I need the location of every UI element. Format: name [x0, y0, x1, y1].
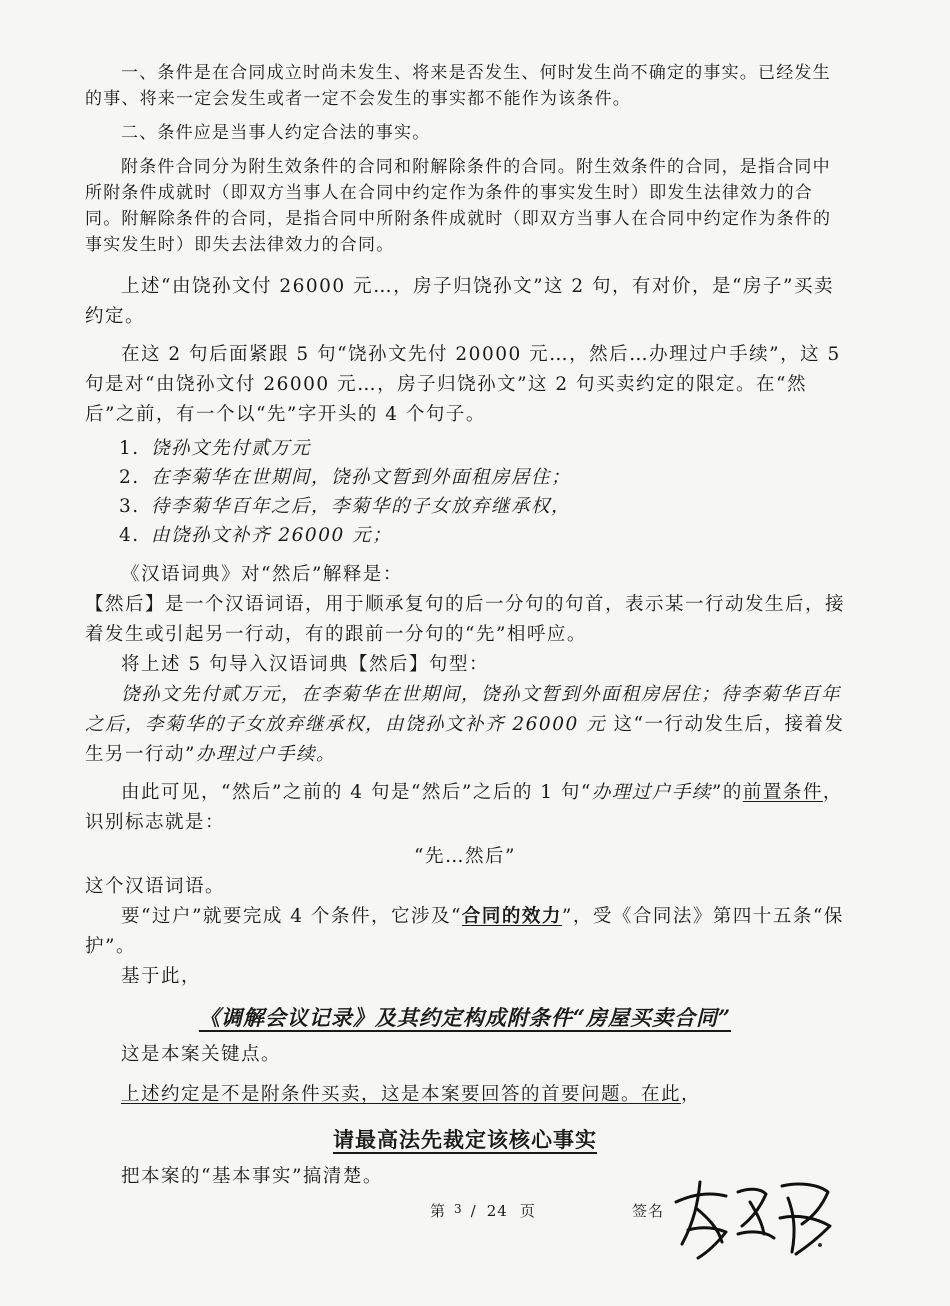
transfer-text-end: ”，受《合同法》第四十五条“保护”。 [85, 906, 844, 957]
list-item [119, 521, 845, 550]
conclusion-paragraph [85, 778, 845, 838]
question-underlined: 上述约定是不是附条件买卖，这是本案要回答的首要问题。在此 [121, 1084, 682, 1105]
document-body [85, 60, 845, 1192]
paragraph-condition-2: 二、条件应是当事人约定合法的事实。 [121, 123, 431, 143]
list-item-text: 在李菊华在世期间，饶孙文暂到外面租房居住； [151, 467, 572, 488]
heading-mediation-record: 《调解会议记录》及其约定构成附条件“房屋买卖合同” [198, 1005, 732, 1030]
question-line [85, 1080, 845, 1110]
total-pages: 24 [486, 1202, 508, 1220]
paragraph-condition-1: 一、条件是在合同成立时尚未发生、将来是否发生、何时发生尚不确定的事实。已经发生的事、将来一定会发生或者一定不会发生的事实都不能作为该条件。 [85, 63, 831, 109]
question-end: ， [681, 1084, 702, 1105]
contract-effect-bold: 合同的效力 [461, 906, 562, 927]
list-item [119, 463, 845, 492]
page-slash: / [470, 1202, 477, 1220]
ink-dot [818, 1243, 822, 1247]
heading-supreme-court: 请最高法先裁定该核心事实 [333, 1127, 597, 1152]
paragraph-five-sentences: 在这 2 句后面紧跟 5 句“饶孙文先付 20000 元…，然后…办理过户手续”，这 5 句是对“由饶孙文付 26000 元…，房子归饶孙文”这 2 句买卖约定的限定。在“然后”之前，有一个以“先”字开头的 4 个句子。 [85, 344, 841, 425]
sentence-italic-end: 办理过户手续。 [195, 744, 336, 765]
transfer-text: 要“过户”就要完成 4 个条件，它涉及“ [121, 906, 462, 927]
dictionary-definition: 【然后】是一个汉语词语，用于顺承复句的后一分句的句首，表示某一行动发生后，接着发生或引起另一行动，有的跟前一分句的“先”相呼应。 [85, 594, 846, 645]
conclusion-text-end: ”的 [711, 782, 743, 803]
handwritten-signature [668, 1172, 838, 1262]
paragraph-sale-agreement: 上述“由饶孙文付 26000 元…，房子归饶孙文”这 2 句，有对价，是“房子”买卖约定。 [85, 276, 834, 327]
list-item-text: 由饶孙文补齐 26000 元； [151, 525, 393, 546]
based-line: 基于此， [121, 966, 202, 987]
transfer-paragraph [85, 902, 845, 962]
after-center-line: 这个汉语词语。 [85, 876, 226, 897]
final-line: 把本案的“基本事实”搞清楚。 [121, 1166, 383, 1187]
dictionary-import-line: 将上述 5 句导入汉语词典【然后】句型： [121, 654, 490, 675]
dictionary-sentence [85, 680, 845, 770]
page-suffix: 页 [519, 1202, 536, 1220]
conclusion-italic: 办理过户手续 [591, 782, 712, 803]
list-item [119, 434, 845, 463]
list-item-number: 1. [119, 438, 140, 459]
conclusion-text-2: ，识别标志就是： [85, 782, 843, 833]
list-item [119, 492, 845, 521]
dictionary-intro: 《汉语词典》对“然后”解释是： [121, 564, 403, 585]
signature-label: 签名 [632, 1202, 665, 1220]
list-item-text: 待李菊华百年之后，李菊华的子女放弃继承权， [151, 496, 572, 517]
page-prefix: 第 [430, 1202, 447, 1220]
list-item-number: 2. [119, 467, 140, 488]
sentence-italic-part: 饶孙文先付贰万元，在李菊华在世期间，饶孙文暂到外面租房居住；待李菊华百年之后，李菊华的子女放弃继承权，由饶孙文补齐 26000 元 [85, 684, 842, 735]
list-item-text: 饶孙文先付贰万元 [151, 438, 312, 459]
current-page: 3 [454, 1202, 463, 1216]
key-point-line: 这是本案关键点。 [121, 1044, 282, 1065]
center-phrase: “先…然后” [414, 846, 516, 867]
list-item-number: 3. [119, 496, 140, 517]
sentence-plain-part: 这“一行动发生后，接着发生另一行动” [85, 714, 845, 765]
page-number [430, 1200, 536, 1221]
conclusion-text: 由此可见，“然后”之前的 4 句是“然后”之后的 1 句“ [121, 782, 592, 803]
list-item-number: 4. [119, 525, 140, 546]
precondition-underlined: 前置条件 [742, 782, 823, 803]
paragraph-conditional-contract: 附条件合同分为附生效条件的合同和附解除条件的合同。附生效条件的合同，是指合同中所附条件成就时（即双方当事人在合同中约定作为条件的事实发生时）即发生法律效力的合同。附解除条件的合同，是指合同中所附条件成就时（即双方当事人在合同中约定作为条件的事实发生时）即失去法律效力的合同。 [85, 157, 832, 255]
condition-list [85, 434, 845, 550]
